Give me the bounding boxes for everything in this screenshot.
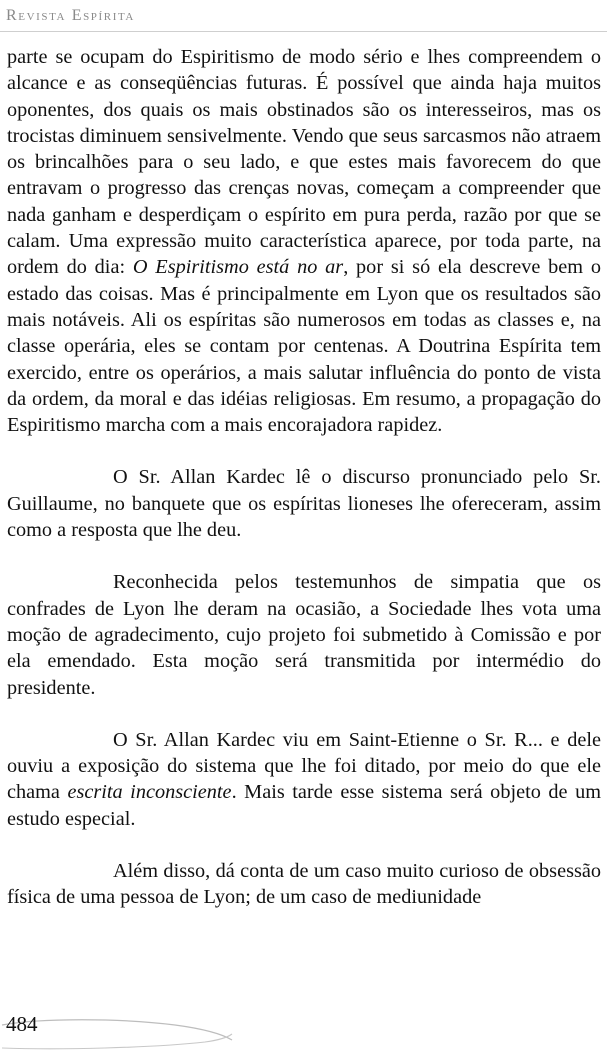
paragraph-text: Reconhecida pelos testemunhos de simpatia que os confrades de Lyon lhe deram na ocasião, a Sociedade lhes vota uma moção de agradecimento, cujo projeto foi submetido à Comissão e por ela emendado. Esta moção será transmitida por intermédio do presidente. bbox=[7, 571, 601, 699]
emphasis-phrase: O Espiritismo está no ar bbox=[132, 256, 344, 279]
paragraph-text: O Sr. Allan Kardec lê o discurso pronunciado pelo Sr. Guillaume, no banquete que os espíritas lioneses lhe ofereceram, assim como a resposta que lhe deu. bbox=[7, 466, 601, 542]
page-number: 484 bbox=[6, 1012, 38, 1036]
emphasis-phrase: escrita inconsciente bbox=[67, 781, 232, 804]
paragraph-mocao bbox=[7, 569, 601, 700]
paragraph-saint-etienne bbox=[7, 727, 601, 832]
paragraph-text: parte se ocupam do Espiritismo de modo sério e lhes compreendem o alcance e as conseqüências futuras. É possível que ainda haja muitos oponentes, dos quais os mais obstinados são os interesseiros, mas os trocistas diminuem sensivelmente. Vendo que seus sarcasmos não atraem os brincalhões para o seu lado, e que estes mais favorecem do que entravam o progresso das crenças novas, começam a compreender que nada ganham e desperdiçam o espírito em pura perda, razão por que se calam. Uma expressão muito característica aparece, por toda parte, na ordem do dia: bbox=[7, 46, 601, 279]
paragraph-text: , por si só ela descreve bem o estado das coisas. Mas é principalmente em Lyon que os resultados são mais notáveis. Ali os espíritas são numerosos em todas as classes e, na classe operária, eles se contam por centenas. A Doutrina Espírita tem exercido, entre os operários, a mais salutar influência do ponto de vista da ordem, da moral e das idéias religiosas. Em resumo, a propagação do Espiritismo marcha com a mais encorajadora rapidez. bbox=[7, 256, 601, 437]
page-footer bbox=[0, 1012, 607, 1051]
paragraph-text: . Mais tarde esse sistema será objeto de um estudo especial. bbox=[7, 781, 601, 830]
paragraph-continuation bbox=[7, 44, 601, 438]
paragraph-text: O Sr. Allan Kardec viu em Saint-Etienne o Sr. R... e dele ouviu a exposição do sistema que lhe foi ditado, por meio do que ele chama bbox=[7, 728, 601, 804]
running-head: Revista Espírita bbox=[6, 7, 135, 24]
paragraph-obsessao bbox=[7, 858, 601, 911]
paragraph-text: Além disso, dá conta de um caso muito curioso de obsessão física de uma pessoa de Lyon; de um caso de mediunidade bbox=[7, 860, 601, 909]
body-text bbox=[7, 44, 601, 911]
header-rule bbox=[0, 31, 607, 32]
paragraph-discurso bbox=[7, 464, 601, 543]
